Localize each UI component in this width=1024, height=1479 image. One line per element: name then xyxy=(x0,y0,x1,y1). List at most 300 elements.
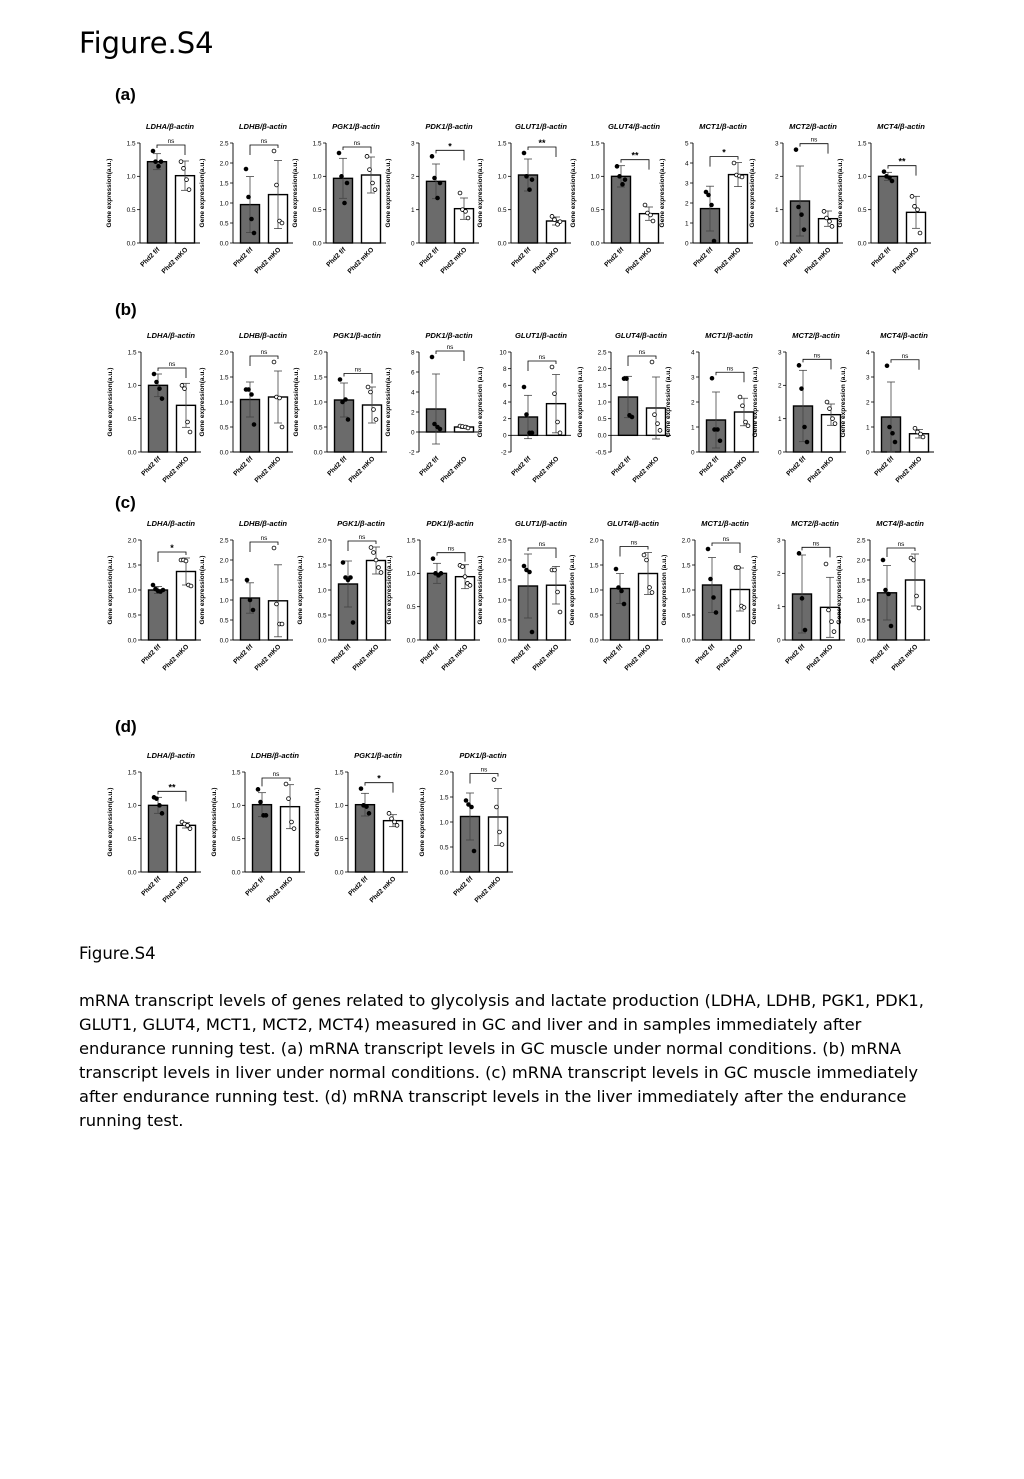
data-point xyxy=(244,167,248,171)
y-tick-label: 0.0 xyxy=(312,240,322,248)
data-point xyxy=(620,589,624,593)
x-tick-label: Phd2 mKO xyxy=(623,643,653,673)
data-point xyxy=(656,422,660,426)
y-tick-label: 0 xyxy=(777,449,782,457)
data-point xyxy=(744,420,748,424)
data-point xyxy=(359,787,363,791)
y-tick-label: 2.0 xyxy=(681,537,691,545)
y-tick-label: 1.5 xyxy=(127,349,137,357)
y-tick-label: 2.5 xyxy=(497,537,507,545)
data-point xyxy=(737,566,741,570)
significance-bracket xyxy=(528,548,556,558)
y-tick-label: 2 xyxy=(410,173,415,181)
data-point xyxy=(738,395,742,399)
y-tick-label: 1.5 xyxy=(590,140,600,148)
data-point xyxy=(188,430,192,434)
data-point xyxy=(558,220,562,224)
chart-title: LDHB/β-actin xyxy=(238,122,288,131)
y-tick-label: 2.5 xyxy=(856,537,866,545)
significance-bracket xyxy=(436,150,464,160)
caption-title: Figure.S4 xyxy=(79,944,156,963)
data-point xyxy=(337,151,341,155)
data-point xyxy=(887,592,891,596)
y-axis-label: Gene expression(a.u.) xyxy=(570,158,577,228)
data-point xyxy=(530,630,534,634)
y-tick-label: 0.0 xyxy=(231,869,241,877)
significance-bracket xyxy=(716,372,744,382)
significance-bracket xyxy=(158,368,186,378)
data-point xyxy=(797,363,801,367)
y-tick-label: 0.5 xyxy=(126,206,136,214)
y-tick-label: -2 xyxy=(408,449,415,457)
data-point xyxy=(623,178,627,182)
significance-bracket xyxy=(436,351,464,361)
figure-title: Figure.S4 xyxy=(79,26,214,60)
y-tick-label: 0.0 xyxy=(497,240,507,248)
y-tick-label: 1.0 xyxy=(497,597,507,605)
significance-bracket xyxy=(157,145,185,155)
data-point xyxy=(189,584,193,588)
data-point xyxy=(256,787,260,791)
data-point xyxy=(374,558,378,562)
data-point xyxy=(247,388,251,392)
data-point xyxy=(915,594,919,598)
significance-label: ns xyxy=(538,354,546,361)
y-tick-label: 1.0 xyxy=(590,173,600,181)
data-point xyxy=(368,168,372,172)
data-point xyxy=(365,805,369,809)
x-tick-label: Phd2 f/f xyxy=(692,246,715,269)
y-tick-label: 2.0 xyxy=(127,537,137,545)
y-tick-label: 0.5 xyxy=(681,612,691,620)
bar-chart xyxy=(207,743,307,918)
y-tick-label: 2.0 xyxy=(597,365,607,373)
significance-bracket xyxy=(365,783,393,793)
data-point xyxy=(910,194,914,198)
data-point xyxy=(525,174,529,178)
y-tick-label: 1.5 xyxy=(219,577,229,585)
data-point xyxy=(710,376,714,380)
y-tick-label: 0.0 xyxy=(856,637,866,645)
significance-bracket xyxy=(437,553,465,562)
data-point xyxy=(366,385,370,389)
data-point xyxy=(187,188,191,192)
data-point xyxy=(395,823,399,827)
y-tick-label: 1.5 xyxy=(439,794,449,802)
data-point xyxy=(158,387,162,391)
data-point xyxy=(275,602,279,606)
y-tick-label: 1.0 xyxy=(231,802,241,810)
y-tick-label: 3 xyxy=(774,140,779,148)
y-tick-label: 0.0 xyxy=(127,449,137,457)
bar-chart xyxy=(655,114,755,289)
y-tick-label: 1.0 xyxy=(219,597,229,605)
y-axis-label: Gene expression(a.u.) xyxy=(477,555,484,625)
data-point xyxy=(373,188,377,192)
chart-title: PGK1/β-actin xyxy=(333,331,381,340)
data-point xyxy=(650,360,654,364)
chart-title: LDHB/β-actin xyxy=(238,331,288,340)
significance-label: ns xyxy=(354,366,362,374)
data-point xyxy=(292,827,296,831)
data-point xyxy=(160,397,164,401)
y-tick-label: 1.5 xyxy=(126,140,136,148)
data-point xyxy=(710,203,714,207)
data-point xyxy=(351,621,355,625)
x-tick-label: Phd2 f/f xyxy=(694,643,717,666)
y-tick-label: 1.5 xyxy=(219,374,229,382)
chart-title: MCT2/β-actin xyxy=(789,122,837,131)
x-tick-label: Phd2 f/f xyxy=(140,875,163,898)
significance-label: ns xyxy=(726,365,734,373)
data-point xyxy=(913,204,917,208)
data-point xyxy=(346,418,350,422)
significance-label: ns xyxy=(260,138,268,145)
y-tick-label: 2 xyxy=(684,200,689,208)
data-point xyxy=(890,179,894,183)
data-point xyxy=(553,568,557,572)
x-tick-label: Phd2 f/f xyxy=(602,643,625,666)
data-point xyxy=(387,811,391,815)
data-point xyxy=(160,811,164,815)
data-point xyxy=(431,557,435,561)
y-tick-label: 1.0 xyxy=(219,399,229,407)
y-tick-label: 0 xyxy=(865,449,870,457)
data-point xyxy=(917,606,921,610)
y-tick-label: -2 xyxy=(500,449,507,457)
y-tick-label: 1.5 xyxy=(317,562,327,570)
bar-chart xyxy=(293,511,393,686)
data-point xyxy=(716,428,720,432)
data-point xyxy=(349,576,353,580)
data-point xyxy=(466,426,470,430)
y-axis-label: Gene expression(a.u.) xyxy=(314,787,321,857)
y-tick-label: 1.0 xyxy=(406,570,416,578)
y-tick-label: 2 xyxy=(774,173,779,181)
data-point xyxy=(152,372,156,376)
y-tick-label: 3 xyxy=(865,374,870,382)
significance-bracket xyxy=(802,547,830,557)
bar-phd2-ff xyxy=(149,590,168,640)
data-point xyxy=(828,219,832,223)
y-tick-label: 0.5 xyxy=(334,835,344,843)
x-tick-label: Phd2 mKO xyxy=(439,455,469,485)
y-tick-label: 10 xyxy=(499,349,507,357)
x-tick-label: Phd2 f/f xyxy=(785,455,808,478)
x-tick-label: Phd2 mKO xyxy=(715,643,745,673)
data-point xyxy=(500,843,504,847)
data-point xyxy=(155,380,159,384)
panel-label-d: (d) xyxy=(115,717,137,736)
x-tick-label: Phd2 mKO xyxy=(368,875,398,905)
x-tick-label: Phd2 mKO xyxy=(713,246,743,276)
significance-label: ns xyxy=(272,771,280,778)
y-tick-label: 0.0 xyxy=(597,432,607,440)
y-tick-label: 8 xyxy=(502,365,507,373)
significance-label: ns xyxy=(813,352,821,360)
data-point xyxy=(374,418,378,422)
bar-chart xyxy=(102,114,202,289)
data-point xyxy=(343,201,347,205)
bar-chart xyxy=(195,323,295,498)
y-tick-label: 2 xyxy=(777,382,782,390)
y-tick-label: 3 xyxy=(776,537,781,545)
bar-chart xyxy=(381,114,481,289)
y-axis-label: Gene expression (a.u.) xyxy=(577,366,584,438)
data-point xyxy=(553,218,557,222)
data-point xyxy=(912,558,916,562)
y-axis-label: Gene expression(a.u.) xyxy=(107,787,114,857)
data-point xyxy=(522,151,526,155)
data-point xyxy=(740,175,744,179)
data-point xyxy=(824,562,828,566)
x-tick-label: Phd2 f/f xyxy=(869,643,892,666)
y-tick-label: 0.0 xyxy=(317,637,327,645)
data-point xyxy=(436,196,440,200)
data-point xyxy=(151,149,155,153)
data-point xyxy=(550,365,554,369)
data-point xyxy=(918,231,922,235)
significance-bracket xyxy=(803,359,831,369)
y-tick-label: 4 xyxy=(502,399,507,407)
data-point xyxy=(245,578,249,582)
data-point xyxy=(550,214,554,218)
data-point xyxy=(707,193,711,197)
chart-title: LDHB/β-actin xyxy=(238,519,288,528)
data-point xyxy=(252,423,256,427)
x-tick-label: Phd2 f/f xyxy=(610,455,633,478)
data-point xyxy=(498,830,502,834)
chart-title: PDK1/β-actin xyxy=(425,122,473,131)
chart-title: MCT4/β-actin xyxy=(876,519,924,528)
x-tick-label: Phd2 f/f xyxy=(870,246,893,269)
x-tick-label: Phd2 f/f xyxy=(698,455,721,478)
y-tick-label: 1.0 xyxy=(681,587,691,595)
data-point xyxy=(433,422,437,426)
y-axis-label: Gene expression(a.u.) xyxy=(385,367,392,437)
bar-chart xyxy=(565,511,665,686)
bar-chart xyxy=(473,511,573,686)
significance-label: ns xyxy=(260,535,268,542)
data-point xyxy=(154,160,158,164)
chart-title: MCT1/β-actin xyxy=(705,331,753,340)
y-tick-label: 0.5 xyxy=(127,835,137,843)
y-tick-label: 1.5 xyxy=(334,769,344,777)
y-tick-label: 0.0 xyxy=(334,869,344,877)
y-tick-label: 0 xyxy=(502,432,507,440)
bar-chart xyxy=(288,114,388,289)
data-point xyxy=(250,393,254,397)
significance-bracket xyxy=(343,147,371,153)
data-point xyxy=(438,427,442,431)
data-point xyxy=(372,551,376,555)
significance-label: ns xyxy=(812,540,820,548)
data-point xyxy=(250,217,254,221)
data-point xyxy=(831,417,835,421)
data-point xyxy=(797,551,801,555)
data-point xyxy=(653,413,657,417)
y-tick-label: 0.5 xyxy=(590,206,600,214)
significance-label: ns xyxy=(447,545,455,553)
data-point xyxy=(341,561,345,565)
x-tick-label: Phd2 mKO xyxy=(531,455,561,485)
y-tick-label: 1 xyxy=(690,424,695,432)
y-tick-label: 1 xyxy=(410,206,415,214)
data-point xyxy=(280,221,284,225)
chart-title: MCT4/β-actin xyxy=(880,331,928,340)
data-point xyxy=(458,191,462,195)
y-axis-label: Gene expression(a.u.) xyxy=(749,158,756,228)
data-point xyxy=(827,608,831,612)
y-axis-label: Gene expression(a.u.) xyxy=(386,555,393,625)
chart-title: PGK1/β-actin xyxy=(337,519,385,528)
x-tick-label: Phd2 f/f xyxy=(782,246,805,269)
data-point xyxy=(732,161,736,165)
data-point xyxy=(272,546,276,550)
bar-chart xyxy=(473,323,573,498)
y-tick-label: 2.5 xyxy=(219,537,229,545)
y-tick-label: 0.0 xyxy=(313,449,323,457)
chart-title: MCT1/β-actin xyxy=(701,519,749,528)
data-point xyxy=(251,608,255,612)
data-point xyxy=(157,164,161,168)
y-tick-label: 0.5 xyxy=(597,415,607,423)
chart-title: GLUT1/β-actin xyxy=(515,122,567,131)
y-tick-label: 0 xyxy=(410,429,415,437)
y-tick-label: 0.5 xyxy=(406,603,416,611)
data-point xyxy=(622,602,626,606)
x-tick-label: Phd2 f/f xyxy=(784,643,807,666)
significance-label: ns xyxy=(260,349,268,356)
y-tick-label: 0.5 xyxy=(219,424,229,432)
x-tick-label: Phd2 mKO xyxy=(440,643,470,673)
data-point xyxy=(558,610,562,614)
x-tick-label: Phd2 f/f xyxy=(232,643,255,666)
x-tick-label: Phd2 mKO xyxy=(631,455,661,485)
y-tick-label: 3 xyxy=(684,180,689,188)
significance-bracket xyxy=(344,374,372,384)
data-point xyxy=(742,606,746,610)
y-axis-label: Gene expression(a.u.) xyxy=(751,555,758,625)
y-axis-label: Gene expression(a.u.) xyxy=(836,555,843,625)
significance-label: * xyxy=(170,543,174,553)
data-point xyxy=(525,413,529,417)
y-axis-label: Gene expression(a.u.) xyxy=(837,158,844,228)
y-axis-label: Gene expression(a.u.) xyxy=(419,787,426,857)
data-point xyxy=(522,564,526,568)
bar-chart xyxy=(415,743,515,918)
data-point xyxy=(185,178,189,182)
data-point xyxy=(468,583,472,587)
y-tick-label: 2.5 xyxy=(597,349,607,357)
bar-phd2-mko xyxy=(384,821,403,872)
chart-title: PDK1/β-actin xyxy=(425,331,473,340)
data-point xyxy=(151,583,155,587)
data-point xyxy=(881,558,885,562)
data-point xyxy=(287,797,291,801)
x-tick-label: Phd2 mKO xyxy=(160,246,190,276)
data-point xyxy=(825,400,829,404)
y-tick-label: 0.5 xyxy=(312,206,322,214)
y-tick-label: 1 xyxy=(774,206,779,214)
y-tick-label: 2.0 xyxy=(497,557,507,565)
data-point xyxy=(913,426,917,430)
y-tick-label: 2.0 xyxy=(219,349,229,357)
x-tick-label: Phd2 f/f xyxy=(347,875,370,898)
panel-label-a: (a) xyxy=(115,85,136,104)
x-tick-label: Phd2 mKO xyxy=(346,246,376,276)
y-tick-label: 1.5 xyxy=(127,769,137,777)
data-point xyxy=(621,182,625,186)
data-point xyxy=(794,148,798,152)
data-point xyxy=(528,188,532,192)
y-axis-label: Gene expression(a.u.) xyxy=(211,787,218,857)
bar-chart xyxy=(103,743,203,918)
data-point xyxy=(741,404,745,408)
data-point xyxy=(648,586,652,590)
y-tick-label: 1 xyxy=(865,424,870,432)
data-point xyxy=(290,820,294,824)
chart-title: LDHA/β-actin xyxy=(146,519,196,528)
bar-chart xyxy=(473,114,573,289)
data-point xyxy=(461,565,465,569)
y-tick-label: 0.0 xyxy=(126,240,136,248)
y-tick-label: 1.5 xyxy=(497,140,507,148)
data-point xyxy=(470,805,474,809)
significance-label: ** xyxy=(538,138,546,148)
data-point xyxy=(345,181,349,185)
data-point xyxy=(642,553,646,557)
significance-label: ns xyxy=(353,140,361,147)
data-point xyxy=(464,799,468,803)
y-tick-label: 1.5 xyxy=(856,577,866,585)
y-tick-label: 0.0 xyxy=(127,869,137,877)
data-point xyxy=(630,415,634,419)
x-tick-label: Phd2 f/f xyxy=(418,455,441,478)
bar-chart xyxy=(836,323,936,498)
x-tick-label: Phd2 mKO xyxy=(531,643,561,673)
x-tick-label: Phd2 f/f xyxy=(873,455,896,478)
y-axis-label: Gene expression(a.u.) xyxy=(106,158,113,228)
y-tick-label: 1.5 xyxy=(597,382,607,390)
data-point xyxy=(617,586,621,590)
x-tick-label: Phd2 mKO xyxy=(351,643,381,673)
data-point xyxy=(284,782,288,786)
y-tick-label: 0.5 xyxy=(857,206,867,214)
x-tick-label: Phd2 f/f xyxy=(232,246,255,269)
x-tick-label: Phd2 mKO xyxy=(439,246,469,276)
bar-chart xyxy=(195,511,295,686)
data-point xyxy=(367,811,371,815)
significance-bracket xyxy=(800,144,828,154)
data-point xyxy=(553,392,557,396)
bar-chart xyxy=(832,511,932,686)
data-point xyxy=(828,407,832,411)
data-point xyxy=(645,558,649,562)
y-tick-label: -0.5 xyxy=(595,449,607,457)
x-tick-label: Phd2 f/f xyxy=(140,455,163,478)
y-axis-label: Gene expression(a.u.) xyxy=(199,367,206,437)
significance-bracket xyxy=(888,166,916,176)
y-tick-label: 1.0 xyxy=(127,802,137,810)
significance-label: ns xyxy=(638,349,646,356)
data-point xyxy=(272,149,276,153)
y-tick-label: 0.5 xyxy=(497,206,507,214)
y-tick-label: 1.5 xyxy=(406,537,416,545)
bar-chart xyxy=(289,323,389,498)
chart-title: GLUT1/β-actin xyxy=(515,331,567,340)
y-tick-label: 1.0 xyxy=(597,399,607,407)
